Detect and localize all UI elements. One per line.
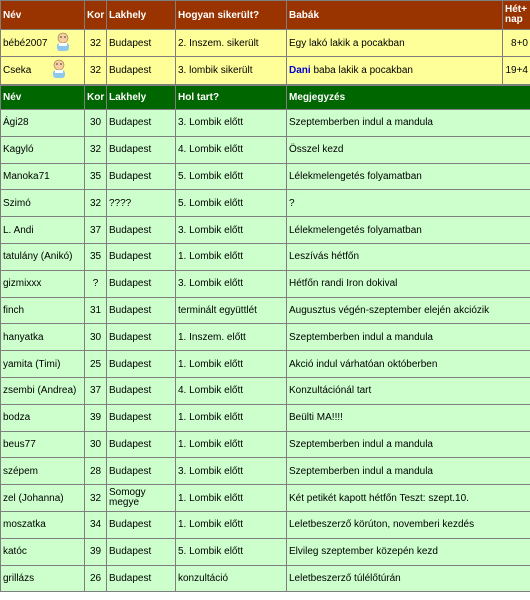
top-table [0,0,530,85]
top-header-row [1,1,530,30]
member-age: 30 [85,110,107,137]
members-body [1,110,530,592]
member-age: 32 [85,136,107,163]
member-stage: konzultáció [176,565,287,592]
member-city: Budapest [107,136,176,163]
member-age: 32 [85,30,107,57]
member-age: 37 [85,377,107,404]
member-stage: 5. Lombik előtt [176,538,287,565]
member-status: 3. lombik sikerült [176,57,287,85]
member-stage: 1. Lombik előtt [176,243,287,270]
member-note: Augusztus végén-szeptember elején akciózik [287,297,530,324]
member-name: Ági28 [1,110,85,137]
table-row [1,297,530,324]
member-name: zsembi (Andrea) [1,377,85,404]
member-name: L. Andi [1,217,85,244]
member-age: ? [85,270,107,297]
member-city: Budapest [107,404,176,431]
member-name: yamita (Timi) [1,351,85,378]
member-name: beus77 [1,431,85,458]
top-row-1 [1,30,530,57]
member-note: Lélekmelengetés folyamatban [287,217,530,244]
member-age: 32 [85,57,107,85]
member-age: 30 [85,431,107,458]
member-note: Hétfőn randi Iron dokival [287,270,530,297]
member-age: 37 [85,217,107,244]
member-city: ???? [107,190,176,217]
member-note: Konzultációnál tart [287,377,530,404]
member-city: Budapest [107,351,176,378]
member-stage: terminált együttlét [176,297,287,324]
member-city: Budapest [107,30,176,57]
member-name: Kagyló [1,136,85,163]
member-name: zel (Johanna) [1,485,85,512]
member-city: Budapest [107,217,176,244]
member-name: Szimó [1,190,85,217]
header-week: Hét+ nap [503,1,530,30]
member-name: bébé2007 [3,37,48,49]
table-row [1,565,530,592]
member-city: Budapest [107,565,176,592]
table-row [1,243,530,270]
member-age: 26 [85,565,107,592]
member-note: Szeptemberben indul a mandula [287,431,530,458]
members-header-row [1,86,530,110]
member-name: hanyatka [1,324,85,351]
member-name: bodza [1,404,85,431]
table-row [1,377,530,404]
member-name: szépem [1,458,85,485]
member-note: Szeptemberben indul a mandula [287,110,530,137]
table-row [1,431,530,458]
member-city: Budapest [107,57,176,85]
member-name-cell [1,30,85,57]
member-age: 31 [85,297,107,324]
member-babies-note [287,57,503,85]
table-row [1,324,530,351]
note-text: Egy lakó lakik a pocakban [289,37,405,49]
member-age: 39 [85,538,107,565]
member-stage: 3. Lombik előtt [176,270,287,297]
member-age: 25 [85,351,107,378]
member-stage: 1. Lombik előtt [176,404,287,431]
header-name: Név [1,86,85,110]
member-city: Budapest [107,511,176,538]
table-row [1,485,530,512]
member-age: 28 [85,458,107,485]
member-name-cell [1,57,85,85]
member-note: Leletbeszerző túlélőtúrán [287,565,530,592]
baby-icon [48,58,70,83]
member-city: Budapest [107,297,176,324]
table-row [1,511,530,538]
member-stage: 3. Lombik előtt [176,217,287,244]
table-row [1,404,530,431]
member-name: katóc [1,538,85,565]
member-city: Budapest [107,324,176,351]
header-name: Név [1,1,85,30]
member-city: Budapest [107,538,176,565]
member-age: 35 [85,243,107,270]
member-stage: 4. Lombik előtt [176,136,287,163]
member-note: Akció indul várhatóan októberben [287,351,530,378]
table-row [1,458,530,485]
member-city: Budapest [107,110,176,137]
member-week: 8+0 [503,30,530,57]
member-stage: 5. Lombik előtt [176,190,287,217]
member-name: grillázs [1,565,85,592]
table-row [1,538,530,565]
top-row-2 [1,57,530,85]
member-stage: 1. Inszem. előtt [176,324,287,351]
table-row [1,136,530,163]
table-row [1,163,530,190]
member-status: 2. Inszem. sikerült [176,30,287,57]
member-note: Két petikét kapott hétfőn Teszt: szept.10. [287,485,530,512]
table-row [1,217,530,244]
member-name: Cseka [3,65,32,77]
baby-icon [52,31,74,56]
header-babies: Babák [287,1,503,30]
baby-name: Dani [289,65,311,76]
member-note: Elvileg szeptember közepén kezd [287,538,530,565]
member-name: finch [1,297,85,324]
member-stage: 1. Lombik előtt [176,485,287,512]
member-babies-note [287,30,503,57]
header-age: Kor [85,1,107,30]
member-name: Manoka71 [1,163,85,190]
member-stage: 1. Lombik előtt [176,511,287,538]
member-city: Budapest [107,458,176,485]
header-stage: Hol tart? [176,86,287,110]
member-age: 32 [85,485,107,512]
member-name: gizmixxx [1,270,85,297]
members-table [0,85,530,592]
header-city: Lakhely [107,86,176,110]
member-stage: 5. Lombik előtt [176,163,287,190]
member-note: Beülti MA!!!! [287,404,530,431]
member-note: Szeptemberben indul a mandula [287,324,530,351]
header-age: Kor [85,86,107,110]
member-note: ? [287,190,530,217]
header-status: Hogyan sikerült? [176,1,287,30]
member-city: Budapest [107,377,176,404]
member-stage: 4. Lombik előtt [176,377,287,404]
note-text: baba lakik a pocakban [310,65,413,76]
member-age: 35 [85,163,107,190]
header-city: Lakhely [107,1,176,30]
table-row [1,190,530,217]
member-city: Budapest [107,270,176,297]
member-stage: 3. Lombik előtt [176,458,287,485]
member-note: Leszívás hétfőn [287,243,530,270]
member-city: Budapest [107,431,176,458]
member-name: tatulány (Anikó) [1,243,85,270]
table-row [1,110,530,137]
member-stage: 1. Lombik előtt [176,351,287,378]
member-city: Somogy megye [107,485,176,512]
member-stage: 1. Lombik előtt [176,431,287,458]
member-week: 19+4 [503,57,530,85]
member-city: Budapest [107,163,176,190]
member-age: 30 [85,324,107,351]
member-note: Leletbeszerző körúton, novemberi kezdés [287,511,530,538]
member-note: Szeptemberben indul a mandula [287,458,530,485]
member-city: Budapest [107,243,176,270]
table-row [1,351,530,378]
table-row [1,270,530,297]
member-age: 34 [85,511,107,538]
member-stage: 3. Lombik előtt [176,110,287,137]
member-age: 32 [85,190,107,217]
header-note: Megjegyzés [287,86,530,110]
member-name: moszatka [1,511,85,538]
member-note: Lélekmelengetés folyamatban [287,163,530,190]
member-age: 39 [85,404,107,431]
member-note: Összel kezd [287,136,530,163]
